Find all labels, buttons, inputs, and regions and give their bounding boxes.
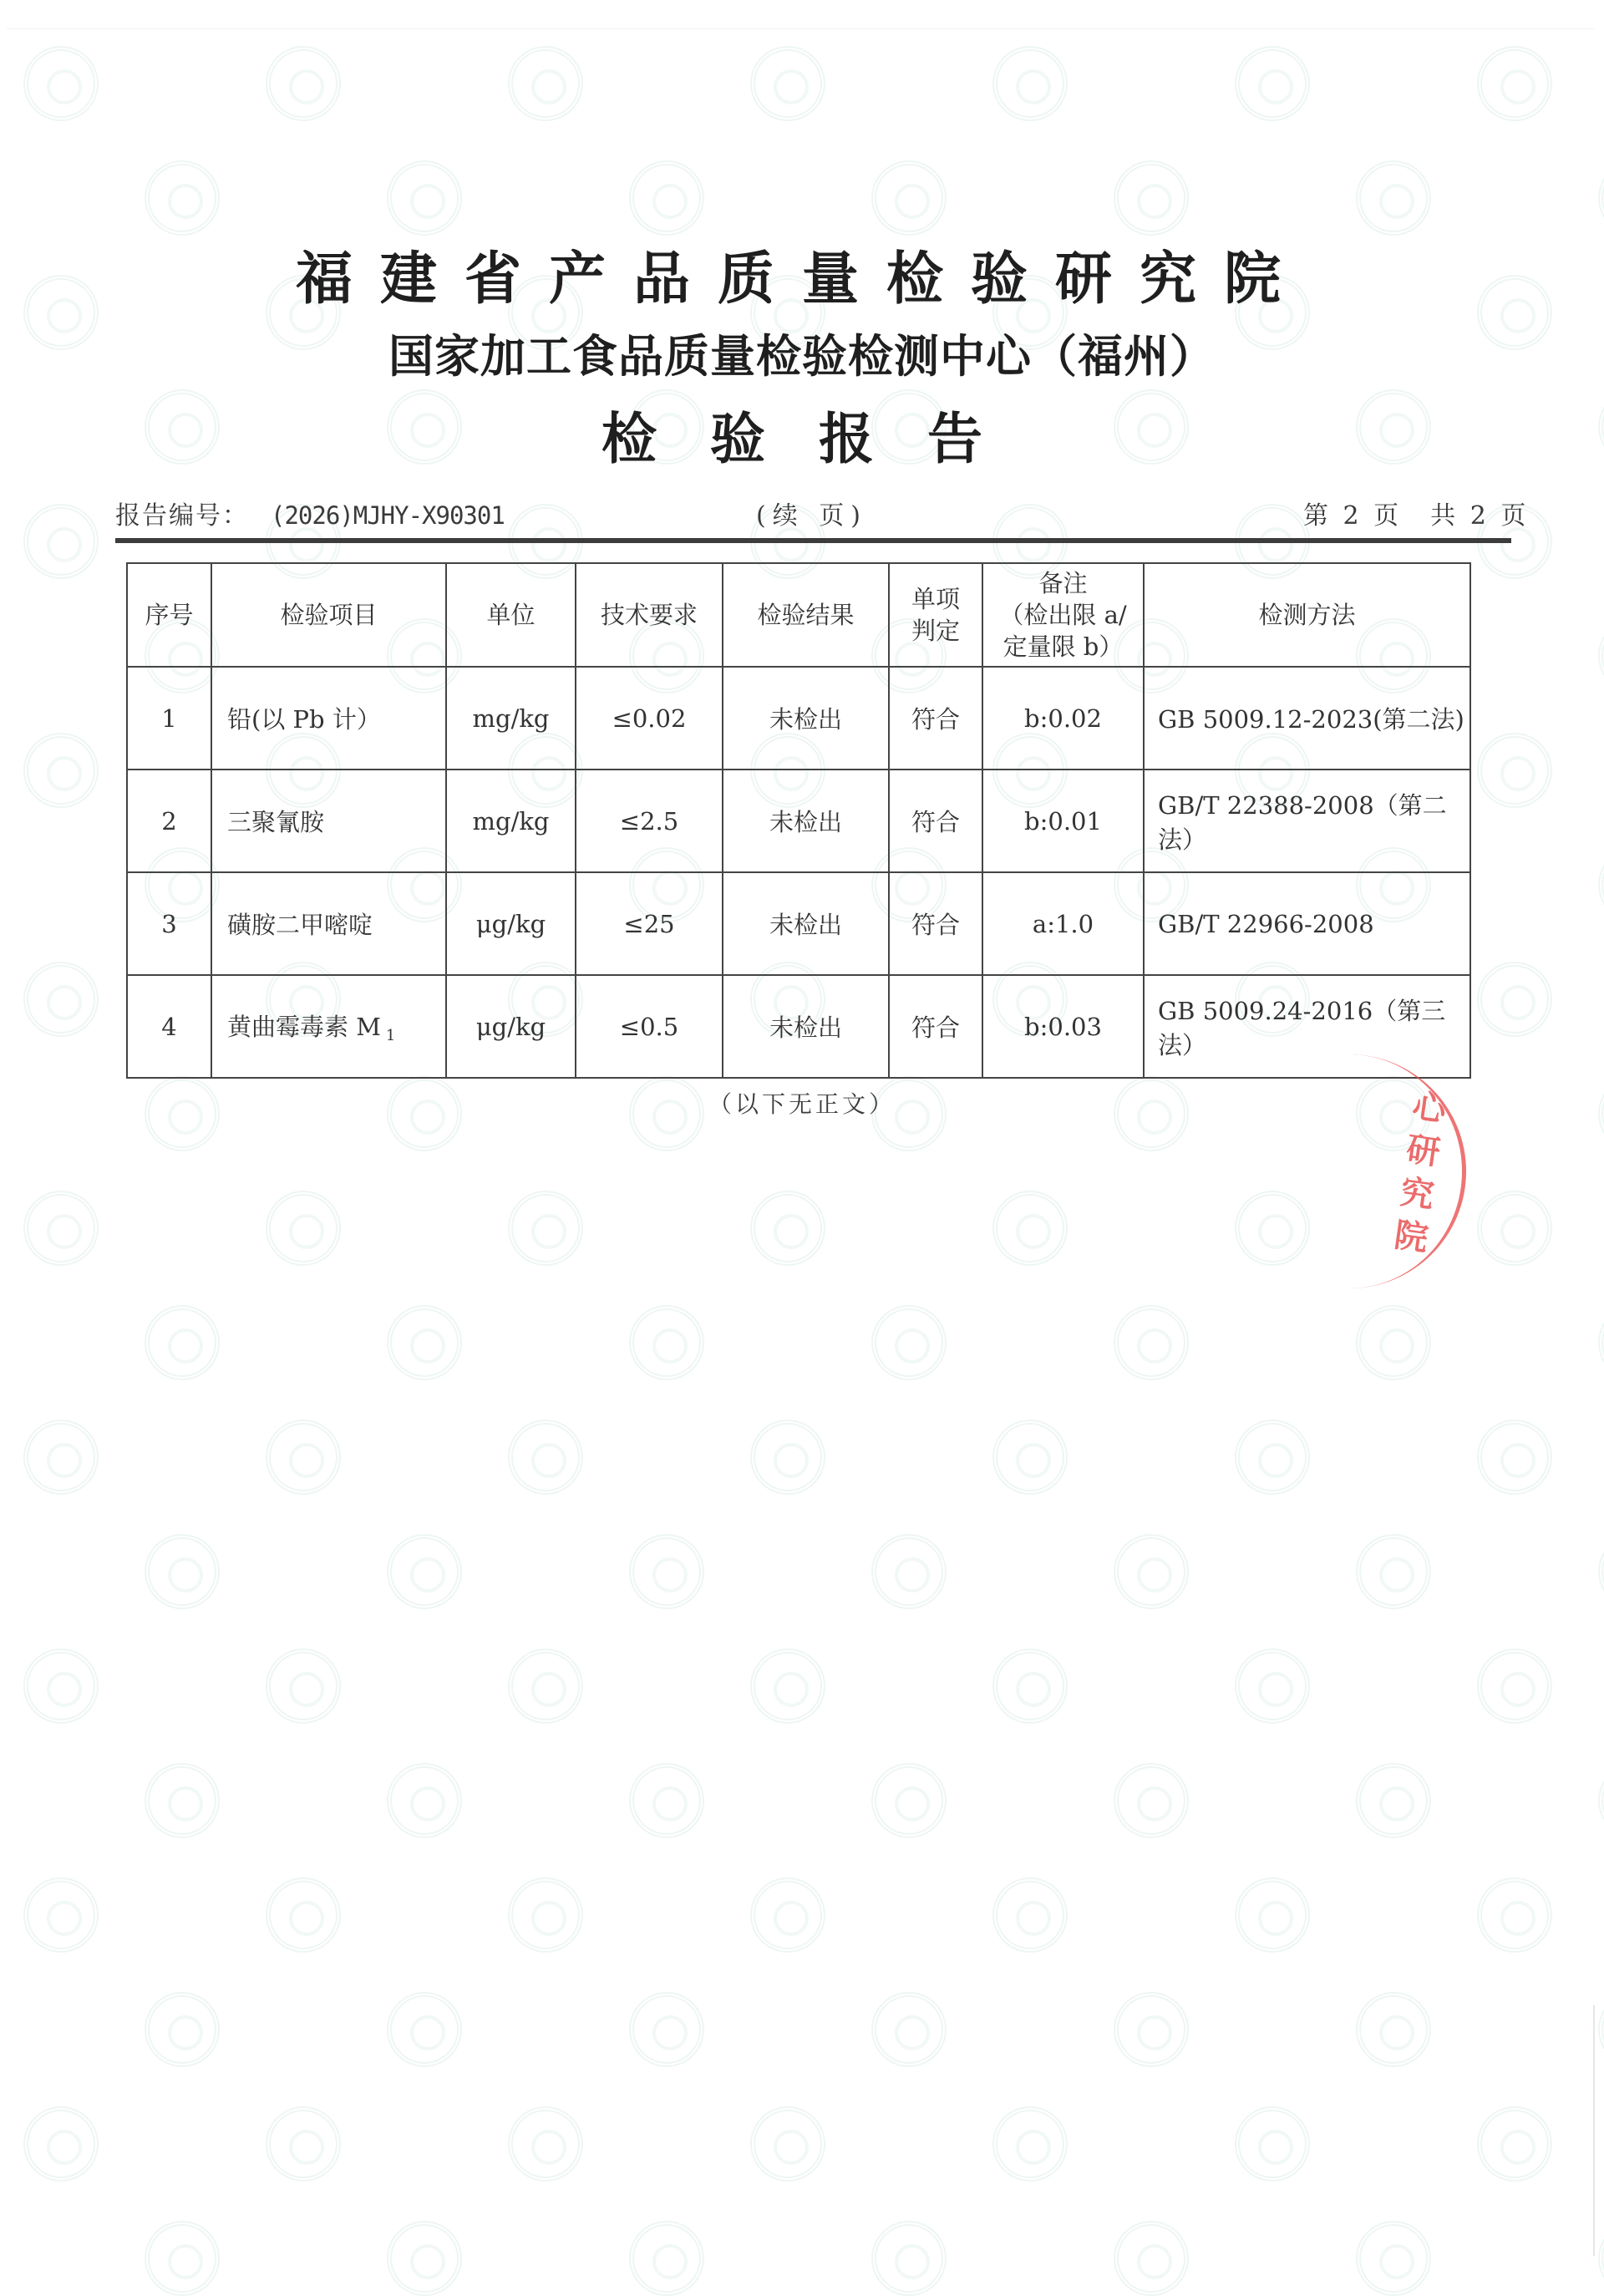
cell-remark: a:1.0 [982,872,1144,975]
watermark-emblem-icon [750,1191,825,1266]
report-number-label: 报告编号： [115,501,249,531]
watermark-emblem-icon [1598,1992,1604,2067]
cell-item: 三聚氰胺 [211,770,446,872]
cell-requirement: ≤25 [576,872,723,975]
watermark-emblem-icon [508,46,583,121]
report-number [115,495,505,531]
center-name: 国家加工食品质量检验检测中心（福州） [388,330,1216,383]
header-divider [115,538,1511,543]
cell-no: 4 [127,975,211,1078]
subscript: 1 [385,1027,396,1044]
watermark-emblem-icon [871,1534,947,1609]
watermark-emblem-icon [629,2221,704,2296]
cell-requirement: ≤2.5 [576,770,723,872]
cell-item: 铅(以 Pb 计） [211,667,446,770]
watermark-emblem-icon [871,1305,947,1380]
watermark-emblem-icon [1114,1305,1189,1380]
watermark-emblem-icon [750,46,825,121]
watermark-emblem-icon [145,1763,220,1838]
watermark-emblem-icon [992,2106,1068,2182]
cell-method: GB 5009.24-2016（第三法） [1144,975,1470,1078]
watermark-emblem-icon [387,1534,462,1609]
watermark-emblem-icon [508,1191,583,1266]
watermark-emblem-icon [1235,1648,1310,1724]
column-header-item: 检验项目 [211,563,446,667]
watermark-emblem-icon [992,46,1068,121]
watermark-emblem-icon [1356,1534,1431,1609]
cell-remark: b:0.02 [982,667,1144,770]
cell-no: 1 [127,667,211,770]
watermark-emblem-icon [508,1877,583,1953]
watermark-emblem-icon [1356,1992,1431,2067]
table-header-row [127,563,1470,667]
cell-remark: b:0.01 [982,770,1144,872]
watermark-emblem-icon [1477,1648,1552,1724]
watermark-emblem-icon [629,160,704,236]
column-header-verdict: 单项 判定 [889,563,982,667]
watermark-emblem-icon [508,1648,583,1724]
watermark-emblem-icon [1598,618,1604,693]
watermark-emblem-icon [1235,2106,1310,2182]
watermark-emblem-icon [266,2106,341,2182]
end-of-content-note: （以下无正文） [708,1090,896,1118]
watermark-emblem-icon [992,1877,1068,1953]
cell-no: 3 [127,872,211,975]
watermark-emblem-icon [629,1305,704,1380]
cell-result: 未检出 [723,975,889,1078]
cell-method: GB 5009.12-2023(第二法) [1144,667,1470,770]
watermark-emblem-icon [1477,1877,1552,1953]
table-row [127,770,1470,872]
watermark-emblem-icon [1477,1420,1552,1495]
cell-requirement: ≤0.5 [576,975,723,1078]
watermark-emblem-icon [508,1420,583,1495]
watermark-emblem-icon [1235,1420,1310,1495]
watermark-emblem-icon [23,1877,99,1953]
watermark-emblem-icon [629,1534,704,1609]
watermark-emblem-icon [629,1992,704,2067]
watermark-emblem-icon [1114,1992,1189,2067]
watermark-emblem-icon [1598,1763,1604,1838]
watermark-emblem-icon [1114,1763,1189,1838]
watermark-emblem-icon [145,1992,220,2067]
watermark-emblem-icon [1235,46,1310,121]
watermark-emblem-icon [145,160,220,236]
watermark-emblem-icon [992,1420,1068,1495]
watermark-emblem-icon [1477,2106,1552,2182]
watermark-emblem-icon [1477,1191,1552,1266]
cell-no: 2 [127,770,211,872]
watermark-emblem-icon [387,1763,462,1838]
page-total: 共 2 页 [1430,501,1530,531]
watermark-emblem-icon [750,1877,825,1953]
watermark-emblem-icon [1114,1534,1189,1609]
scan-edge [7,28,1594,29]
watermark-emblem-icon [145,1534,220,1609]
inspection-results-table [126,562,1471,1079]
watermark-emblem-icon [23,504,99,579]
table-row [127,872,1470,975]
watermark-emblem-icon [992,1648,1068,1724]
cell-verdict: 符合 [889,770,982,872]
watermark-emblem-icon [1477,46,1552,121]
column-header-method: 检测方法 [1144,563,1470,667]
cell-requirement: ≤0.02 [576,667,723,770]
watermark-emblem-icon [871,1992,947,2067]
cell-item: 磺胺二甲嘧啶 [211,872,446,975]
watermark-emblem-icon [266,1877,341,1953]
seal-text: 心研究院 [1392,1086,1449,1259]
watermark-emblem-icon [266,1191,341,1266]
watermark-emblem-icon [750,1420,825,1495]
cell-verdict: 符合 [889,667,982,770]
watermark-emblem-icon [1477,962,1552,1037]
cell-unit: mg/kg [446,770,576,872]
institute-name: 福建省产品质量检验研究院 [295,246,1308,312]
continuation-label: (续 页) [756,501,867,531]
watermark-emblem-icon [266,46,341,121]
column-header-remark: 备注 （检出限 a/ 定量限 b） [982,563,1144,667]
column-header-unit: 单位 [446,563,576,667]
watermark-emblem-icon [508,2106,583,2182]
watermark-emblem-icon [1235,1877,1310,1953]
watermark-emblem-icon [23,733,99,808]
watermark-emblem-icon [1598,847,1604,922]
watermark-emblem-icon [1114,2221,1189,2296]
watermark-emblem-icon [1598,1305,1604,1380]
cell-method: GB/T 22388-2008（第二法） [1144,770,1470,872]
cell-item: 黄曲霉毒素 M $_1$ [211,975,446,1078]
watermark-emblem-icon [1598,160,1604,236]
watermark-emblem-icon [1356,1305,1431,1380]
watermark-emblem-icon [145,1305,220,1380]
page-current: 第 2 页 [1303,501,1403,531]
column-header-requirement: 技术要求 [576,563,723,667]
watermark-emblem-icon [266,1648,341,1724]
cell-method: GB/T 22966-2008 [1144,872,1470,975]
cell-verdict: 符合 [889,872,982,975]
watermark-emblem-icon [1598,1534,1604,1609]
scan-edge [1593,2005,1595,2256]
cell-result: 未检出 [723,667,889,770]
cell-remark: b:0.03 [982,975,1144,1078]
watermark-emblem-icon [387,1305,462,1380]
cell-verdict: 符合 [889,975,982,1078]
watermark-emblem-icon [387,2221,462,2296]
cell-unit: μg/kg [446,975,576,1078]
watermark-emblem-icon [629,1763,704,1838]
column-header-no: 序号 [127,563,211,667]
watermark-emblem-icon [387,1992,462,2067]
watermark-emblem-icon [145,2221,220,2296]
cell-unit: mg/kg [446,667,576,770]
report-number-value: (2026)MJHY-X90301 [271,501,505,530]
cell-result: 未检出 [723,872,889,975]
watermark-emblem-icon [871,2221,947,2296]
watermark-emblem-icon [1114,160,1189,236]
cell-unit: μg/kg [446,872,576,975]
watermark-emblem-icon [23,1420,99,1495]
document-title: 检验报告 [602,407,1036,471]
watermark-emblem-icon [387,160,462,236]
watermark-emblem-icon [1356,160,1431,236]
watermark-emblem-icon [1598,2221,1604,2296]
watermark-emblem-icon [23,1648,99,1724]
watermark-emblem-icon [871,1763,947,1838]
watermark-emblem-icon [750,1648,825,1724]
watermark-emblem-icon [992,1191,1068,1266]
watermark-emblem-icon [871,160,947,236]
page-indicator [1303,495,1529,531]
table-row [127,667,1470,770]
watermark-emblem-icon [750,2106,825,2182]
watermark-emblem-icon [1477,733,1552,808]
column-header-result: 检验结果 [723,563,889,667]
watermark-emblem-icon [23,46,99,121]
watermark-emblem-icon [1356,1763,1431,1838]
watermark-emblem-icon [23,2106,99,2182]
watermark-emblem-icon [23,1191,99,1266]
watermark-emblem-icon [1356,2221,1431,2296]
watermark-emblem-icon [23,962,99,1037]
watermark-emblem-icon [266,1420,341,1495]
cell-result: 未检出 [723,770,889,872]
